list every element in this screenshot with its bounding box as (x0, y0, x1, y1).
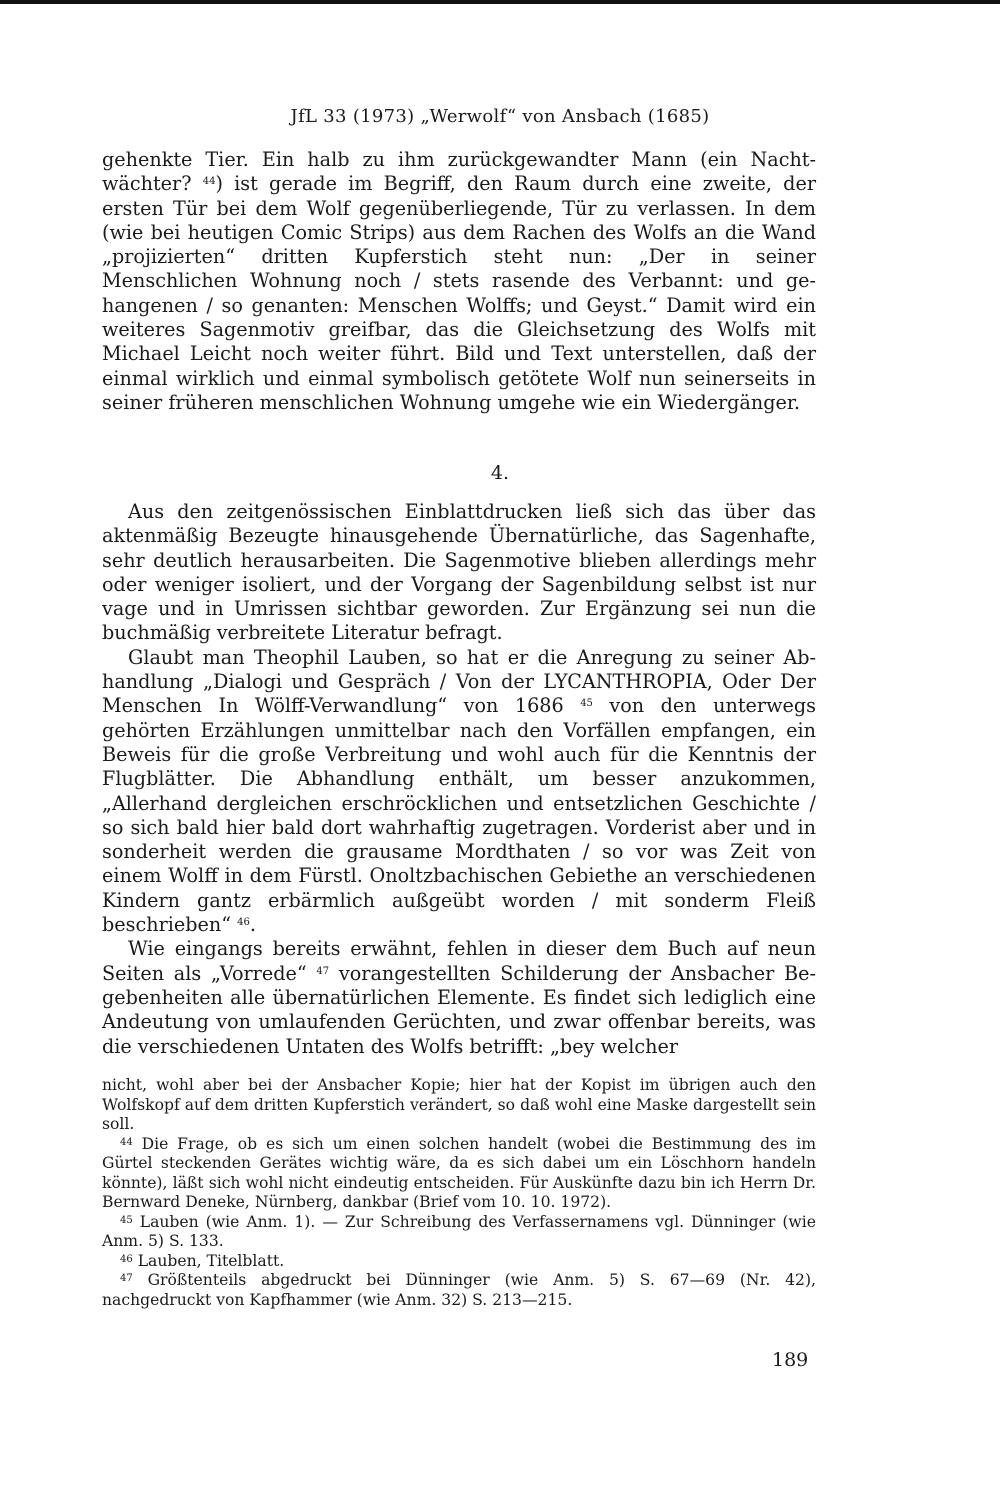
footnotes (102, 1076, 816, 1310)
paragraph-1-text-a: gehenkte Tier. Ein halb zu ihm zurückgewandter Mann (ein Nachtwächter? (102, 148, 816, 196)
running-head: JfL 33 (1973) „Werwolf“ von Ansbach (1685) (290, 106, 710, 127)
footnote-number-47: 47 (120, 1273, 133, 1284)
footnote-44-text: Die Frage, ob es sich um einen solchen handelt (wobei die Bestimmung des im Gürtel steckenden Gerätes wichtig wäre, da es sich dabei um ein Löschhorn handeln könnte), läßt sich wohl nicht eindeutig entscheiden. Für Auskünfte dazu bin ich Herrn Dr. Bernward Deneke, Nürnberg, dankbar (Brief vom 10. 10. 1972). (102, 1134, 816, 1211)
footnote-number-45: 45 (120, 1214, 133, 1226)
footnote-46 (102, 1252, 816, 1272)
footnote-47 (102, 1271, 816, 1310)
paragraph-4-text-b: vorangestellten Schilderung der Ansbacher Begebenheiten alle übernatürlichen Elemente. Es findet sich lediglich eine Andeutung von umlaufenden Gerüchten, und zwar offenbar bereits, was die verschiedenen Untaten des Wolfs betrifft: „bey welcher (102, 961, 816, 1058)
footnote-ref-47[interactable]: 47 (316, 965, 330, 977)
footnote-ref-45[interactable]: 45 (580, 698, 593, 710)
paragraph-2: Aus den zeitgenössischen Einblattdrucken ließ sich das über das aktenmäßig Bezeugte hinausgehende Übernatürliche, das Sagenhafte, sehr deutlich herausarbeiten. Die Sagenmotive blieben allerdings mehr oder weniger isoliert, und der Vorgang der Sagenbildung selbst ist nur vage und in Umrissen sichtbar geworden. Zur Ergänzung sei nun die buchmäßig verbreitete Literatur befragt. (102, 500, 816, 645)
paragraph-1-text-b: ) ist gerade im Begriff, den Raum durch eine zweite, der ersten Tür bei dem Wolf gegenüberliegende, Tür zu verlassen. In dem (wie bei heutigen Comic Strips) aus dem Rachen des Wolfs an die Wand „projizierten“ dritten Kupferstich steht nun: „Der in seiner Menschlichen Wohnung noch / stets rasende des Verbannt: und gehangenen / so genanten: Menschen Wolffs; und Geyst.“ Damit wird ein weiteres Sagenmotiv greifbar, das die Gleichsetzung des Wolfs mit Michael Leicht noch weiter führt. Bild und Text unterstellen, daß der einmal wirklich und einmal symbolisch getötete Wolf nun seinerseits in seiner früheren menschlichen Wohnung umgehe wie ein Wiedergänger. (102, 172, 816, 414)
paragraph-3-text-c: . (249, 913, 256, 937)
footnote-46-text: Lauben, Titelblatt. (132, 1251, 285, 1270)
paragraph-4-text-a: Wie eingangs bereits erwähnt, fehlen in dieser dem Buch auf neun Seiten als „Vorrede“ (102, 937, 816, 985)
paragraph-1 (102, 148, 816, 415)
page-number: 189 (772, 1349, 809, 1371)
paragraph-3 (102, 646, 816, 938)
paragraph-3-text-b: von den unterwegs gehörten Erzählungen unmittelbar nach den Vorfällen empfangen, ein Beweis für die große Verbreitung und wohl auch für die Kenntnis der Flugblätter. Die Abhandlung enthält, um besser anzukommen, „Allerhand dergleichen erschröcklichen und entsetzlichen Geschichte / so sich bald hier bald dort wahrhaftig zugetragen. Vorderist aber und in sonderheit werden die grausame Mordthaten / so vor was Zeit von einem Wolff in dem Fürstl. Onoltzbachischen Gebiethe an verschiedenen Kindern gantz erbärmlich außgeübt worden / mit sonderm Fleiß beschrieben“ (102, 694, 816, 937)
section-4-text (102, 500, 816, 1059)
paragraph-4 (102, 937, 816, 1058)
top-border-line (0, 0, 1000, 4)
footnote-45 (102, 1213, 816, 1252)
footnote-continuation: nicht, wohl aber bei der Ansbacher Kopie; hier hat der Kopist im übrigen auch den Wolfskopf auf dem dritten Kupferstich verändert, so daß wohl eine Maske dargestellt sein soll. (102, 1076, 816, 1133)
footnote-number-44: 44 (120, 1136, 133, 1148)
footnote-44 (102, 1135, 816, 1213)
footnote-ref-44[interactable]: 44 (202, 176, 216, 188)
section-heading: 4. (490, 462, 510, 484)
footnote-number-46: 46 (120, 1253, 133, 1265)
paragraph-3-text-a: Glaubt man Theophil Lauben, so hat er die Anregung zu seiner Abhandlung „Dialogi und Gespräch / Von der LYCANTHROPIA, Oder Der Menschen In Wölff-Verwandlung“ von 1686 (102, 645, 816, 718)
footnote-45-text: Lauben (wie Anm. 1). — Zur Schreibung des Verfassernamens vgl. Dünninger (wie Anm. 5) S. 133. (102, 1212, 816, 1250)
footnote-47-text: Größtenteils abgedruckt bei Dünninger (wie Anm. 5) S. 67—69 (Nr. 42), nachgedruckt von Kapfhammer (wie Anm. 32) S. 213—215. (102, 1271, 816, 1309)
footnote-ref-46[interactable]: 46 (237, 917, 250, 929)
